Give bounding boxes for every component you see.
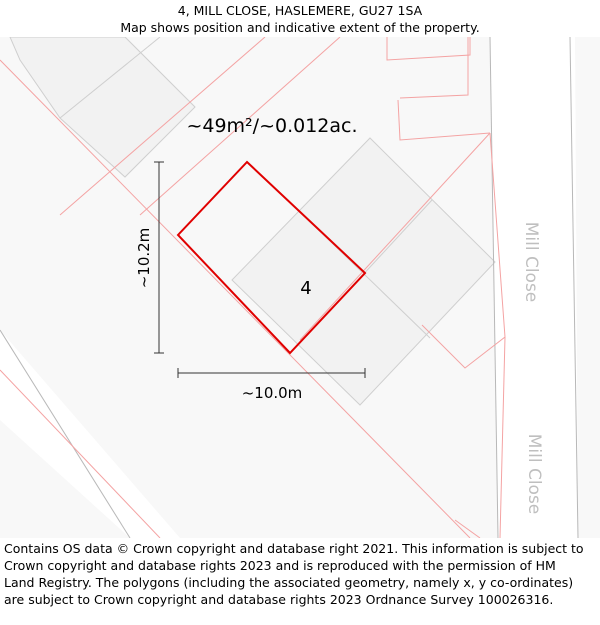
width-dimension-label: ~10.0m xyxy=(241,384,303,402)
street-label-mill-close: Mill Close xyxy=(524,433,544,515)
plot-number: 4 xyxy=(300,278,312,299)
area-label: ~49m²/~0.012ac. xyxy=(186,115,358,137)
copyright-notice: Contains OS data © Crown copyright and database right 2021. This information is subject to Crown copyright and database rights 2023 and is reproduced with the permission of HM Land Registry. The polygons (including the associated geometry, namely x, y co-ordinates) are subject to Crown copyright and database rights 2023 Ordnance Survey 100026316. xyxy=(4,541,584,607)
building-top-left xyxy=(10,37,195,177)
property-address: 4, MILL CLOSE, HASLEMERE, GU27 1SA xyxy=(177,3,423,18)
map-drawing xyxy=(0,37,600,538)
road-diagonal-area xyxy=(0,330,180,538)
map-subtitle: Map shows position and indicative extent of the property. xyxy=(120,20,480,35)
height-dimension-label: ~10.2m xyxy=(135,227,153,289)
map-header xyxy=(0,0,600,39)
map-canvas[interactable] xyxy=(0,37,600,538)
street-label-mill-close: Mill Close xyxy=(521,221,541,303)
